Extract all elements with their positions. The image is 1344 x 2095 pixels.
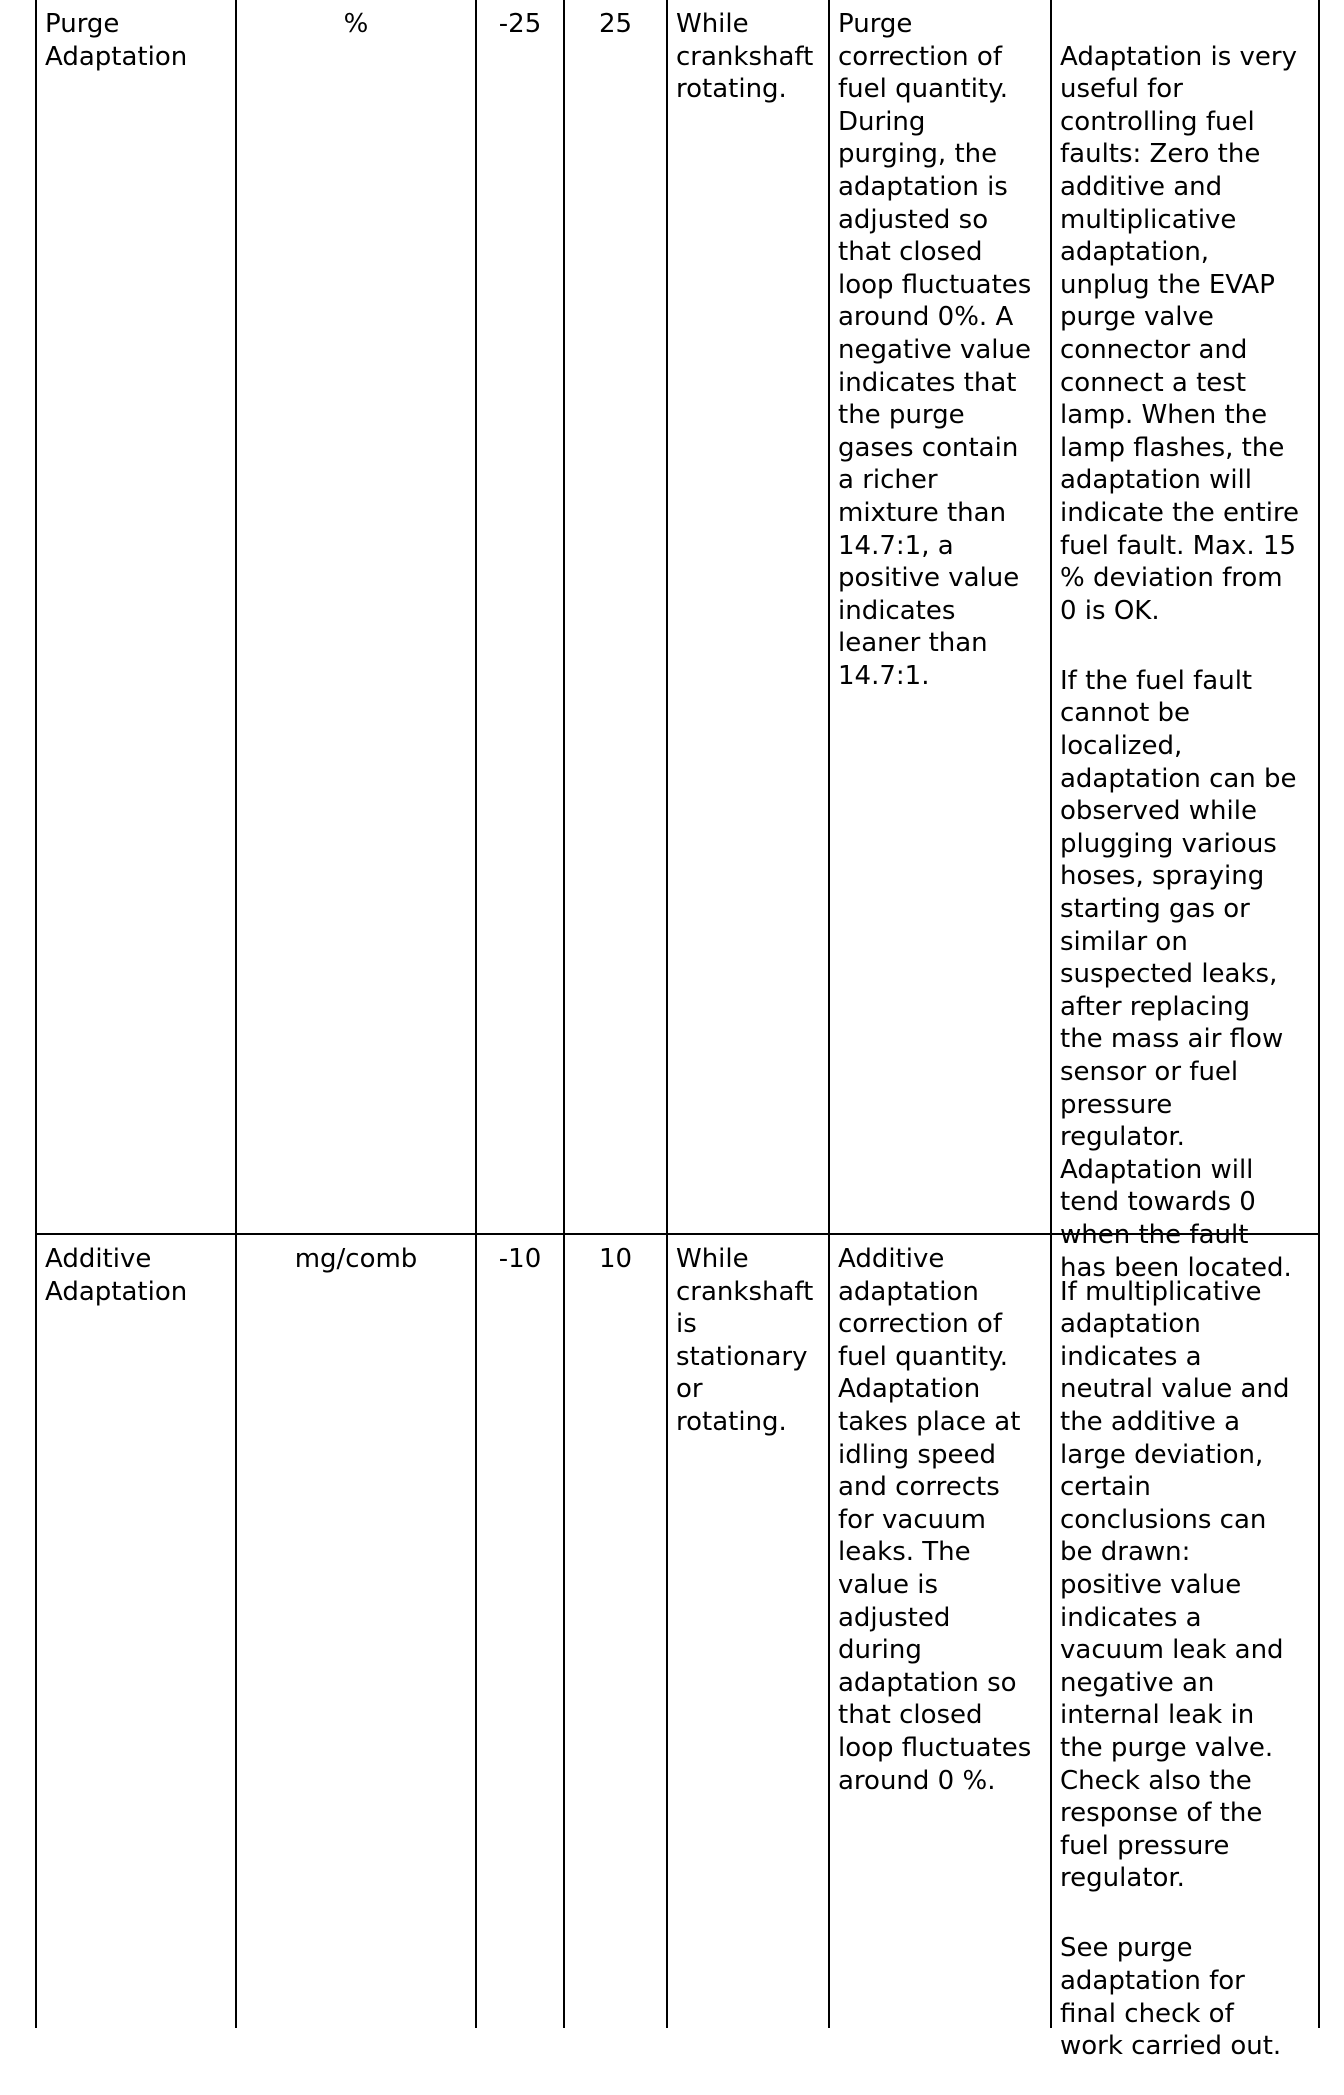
unit-cell: mg/comb [237, 1235, 477, 2028]
min-value-cell: -10 [477, 1235, 565, 2028]
unit-cell: % [237, 0, 477, 1233]
max-value-cell: 10 [565, 1235, 668, 2028]
description-cell: Purge correction of fuel quantity. During purging, the adaptation is adjusted so that closed loop fluctuates around 0%. A negative value indicates that the purge gases contain a richer mixture than 14.7:1, a positive value indicates leaner than 14.7:1. [830, 0, 1052, 1233]
description-cell: Additive adaptation correction of fuel quantity. Adaptation takes place at idling speed and corrects for vacuum leaks. The value is adjusted during adaptation so that closed loop fluctuates around 0 %. [830, 1235, 1052, 2028]
notes-paragraph: See purge adaptation for final check of work carried out. [1060, 1933, 1282, 2062]
condition-cell: While crankshaft rotating. [668, 0, 830, 1233]
parameter-name-cell: Purge Adaptation [37, 0, 237, 1233]
notes-paragraph: Adaptation is very useful for controlling fuel faults: Zero the additive and multiplicative adaptation, unplug the EVAP purge valve connector and connect a test lamp. When the lamp flashes, the adaptation will indicate the entire fuel fault. Max. 15 % deviation from 0 is OK. [1060, 41, 1300, 626]
condition-cell: While crankshaft is stationary or rotating. [668, 1235, 830, 2028]
min-value-cell: -25 [477, 0, 565, 1233]
notes-cell [1052, 0, 1318, 1283]
notes-paragraph: If the fuel fault cannot be localized, adaptation can be observed while plugging various hoses, spraying starting gas or similar on suspected leaks, after replacing the mass air flow sensor or fuel pressure regulator. Adaptation will tend towards 0 when the fault has been located. [1060, 665, 1297, 1283]
max-value-cell: 25 [565, 0, 668, 1233]
table-row [37, 1235, 1318, 2062]
adaptation-parameter-table [35, 0, 1320, 2062]
notes-cell [1052, 1235, 1318, 2062]
parameter-name-cell: Additive Adaptation [37, 1235, 237, 2028]
notes-paragraph: If multiplicative adaptation indicates a neutral value and the additive a large deviation, certain conclusions can be drawn: positive value indicates a vacuum leak and negative an internal leak in the purge valve. Check also the response of the fuel pressure regulator. [1060, 1276, 1290, 1894]
